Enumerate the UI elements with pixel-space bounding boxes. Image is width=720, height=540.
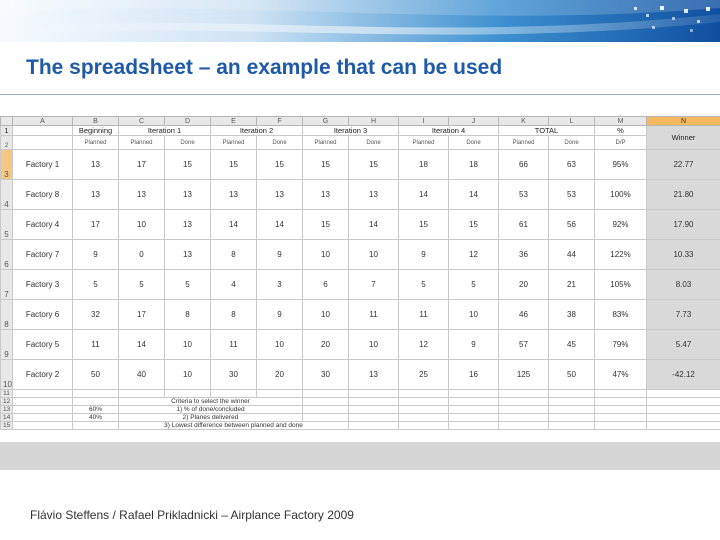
value-cell[interactable]: 17 bbox=[119, 300, 165, 330]
value-cell[interactable]: 5 bbox=[399, 270, 449, 300]
subheader-cell[interactable]: Done bbox=[257, 136, 303, 150]
value-cell[interactable]: 10 bbox=[165, 360, 211, 390]
value-cell[interactable]: 10 bbox=[165, 330, 211, 360]
value-cell[interactable]: 15 bbox=[257, 150, 303, 180]
value-cell[interactable]: 53 bbox=[499, 180, 549, 210]
cell[interactable] bbox=[399, 406, 449, 414]
header-banner bbox=[0, 0, 720, 42]
cell[interactable] bbox=[349, 390, 399, 398]
winner-score[interactable]: 21.80 bbox=[647, 180, 720, 210]
header-winner[interactable]: Winner bbox=[647, 126, 720, 150]
value-cell[interactable]: 30 bbox=[303, 360, 349, 390]
cell[interactable] bbox=[499, 414, 549, 422]
cell[interactable] bbox=[647, 398, 720, 406]
winner-score[interactable]: 8.03 bbox=[647, 270, 720, 300]
cell[interactable] bbox=[349, 414, 399, 422]
value-cell[interactable]: 9 bbox=[73, 240, 119, 270]
subheader-cell[interactable]: Done bbox=[449, 136, 499, 150]
value-cell[interactable]: 9 bbox=[449, 330, 499, 360]
value-cell[interactable]: 11 bbox=[211, 330, 257, 360]
row-header[interactable]: 13 bbox=[1, 406, 13, 414]
value-cell[interactable]: 45 bbox=[549, 330, 595, 360]
value-cell[interactable]: 10 bbox=[257, 330, 303, 360]
row-header[interactable]: 10 bbox=[1, 360, 13, 390]
subheader-cell[interactable]: Planned bbox=[73, 136, 119, 150]
winner-score[interactable]: 5.47 bbox=[647, 330, 720, 360]
factory-name[interactable]: Factory 6 bbox=[13, 300, 73, 330]
value-cell[interactable]: 50 bbox=[73, 360, 119, 390]
criteria-item[interactable]: 3) Lowest difference between planned and done bbox=[119, 422, 349, 430]
factory-name[interactable]: Factory 8 bbox=[13, 180, 73, 210]
value-cell[interactable]: 13 bbox=[257, 180, 303, 210]
header-percent[interactable]: % bbox=[595, 126, 647, 136]
header-iteration-2[interactable]: Iteration 2 bbox=[211, 126, 303, 136]
row-header[interactable]: 8 bbox=[1, 300, 13, 330]
value-cell[interactable]: 13 bbox=[303, 180, 349, 210]
cell[interactable] bbox=[449, 406, 499, 414]
value-cell[interactable]: 8 bbox=[165, 300, 211, 330]
value-cell[interactable]: 6 bbox=[303, 270, 349, 300]
value-cell[interactable]: 40 bbox=[119, 360, 165, 390]
spreadsheet-grid bbox=[0, 116, 720, 430]
value-cell[interactable]: 10 bbox=[449, 300, 499, 330]
value-cell[interactable]: 5 bbox=[119, 270, 165, 300]
value-cell[interactable]: 10 bbox=[303, 240, 349, 270]
header-iteration-1[interactable]: Iteration 1 bbox=[119, 126, 211, 136]
value-cell[interactable]: 14 bbox=[349, 210, 399, 240]
column-header[interactable]: J bbox=[449, 117, 499, 126]
cell[interactable] bbox=[449, 422, 499, 430]
value-cell[interactable]: 13 bbox=[349, 360, 399, 390]
row-header[interactable]: 7 bbox=[1, 270, 13, 300]
winner-score[interactable]: 7.73 bbox=[647, 300, 720, 330]
percent-cell[interactable]: 95% bbox=[595, 150, 647, 180]
cell[interactable] bbox=[13, 136, 73, 150]
value-cell[interactable]: 12 bbox=[399, 330, 449, 360]
header-iteration-3[interactable]: Iteration 3 bbox=[303, 126, 399, 136]
value-cell[interactable]: 56 bbox=[549, 210, 595, 240]
cell[interactable] bbox=[647, 390, 720, 398]
value-cell[interactable]: 12 bbox=[449, 240, 499, 270]
value-cell[interactable]: 14 bbox=[399, 180, 449, 210]
column-header[interactable]: G bbox=[303, 117, 349, 126]
factory-row bbox=[1, 300, 720, 330]
value-cell[interactable]: 18 bbox=[399, 150, 449, 180]
criteria-item[interactable]: 2) Planes delivered bbox=[119, 414, 303, 422]
subheader-cell[interactable]: Planned bbox=[119, 136, 165, 150]
value-cell[interactable]: 53 bbox=[549, 180, 595, 210]
cell[interactable] bbox=[13, 126, 73, 136]
criteria-item[interactable]: 1) % of done/concluded bbox=[119, 406, 303, 414]
cell[interactable] bbox=[303, 406, 349, 414]
value-cell[interactable]: 15 bbox=[399, 210, 449, 240]
cell[interactable] bbox=[499, 398, 549, 406]
criteria-weight[interactable] bbox=[73, 422, 119, 430]
value-cell[interactable]: 46 bbox=[499, 300, 549, 330]
value-cell[interactable]: 17 bbox=[119, 150, 165, 180]
winner-score[interactable]: 17.90 bbox=[647, 210, 720, 240]
value-cell[interactable]: 3 bbox=[257, 270, 303, 300]
column-header[interactable]: M bbox=[595, 117, 647, 126]
value-cell[interactable]: 13 bbox=[73, 150, 119, 180]
cell[interactable] bbox=[449, 398, 499, 406]
value-cell[interactable]: 13 bbox=[165, 180, 211, 210]
factory-name[interactable]: Factory 7 bbox=[13, 240, 73, 270]
row-header[interactable]: 14 bbox=[1, 414, 13, 422]
percent-cell[interactable]: 122% bbox=[595, 240, 647, 270]
factory-name[interactable]: Factory 2 bbox=[13, 360, 73, 390]
column-header[interactable]: D bbox=[165, 117, 211, 126]
cell[interactable] bbox=[449, 390, 499, 398]
winner-score[interactable]: 10.33 bbox=[647, 240, 720, 270]
value-cell[interactable]: 13 bbox=[211, 180, 257, 210]
criteria-weight[interactable]: 40% bbox=[73, 414, 119, 422]
value-cell[interactable]: 15 bbox=[449, 210, 499, 240]
value-cell[interactable]: 125 bbox=[499, 360, 549, 390]
value-cell[interactable]: 14 bbox=[449, 180, 499, 210]
value-cell[interactable]: 15 bbox=[303, 150, 349, 180]
cell[interactable] bbox=[73, 398, 119, 406]
percent-cell[interactable]: 83% bbox=[595, 300, 647, 330]
value-cell[interactable]: 10 bbox=[349, 240, 399, 270]
factory-row bbox=[1, 270, 720, 300]
criteria-title[interactable]: Criteria to select the winner bbox=[119, 398, 303, 406]
value-cell[interactable]: 44 bbox=[549, 240, 595, 270]
factory-row bbox=[1, 210, 720, 240]
cell[interactable] bbox=[349, 398, 399, 406]
value-cell[interactable]: 15 bbox=[165, 150, 211, 180]
cell[interactable] bbox=[595, 398, 647, 406]
value-cell[interactable]: 38 bbox=[549, 300, 595, 330]
cell[interactable] bbox=[13, 422, 73, 430]
value-cell[interactable]: 11 bbox=[73, 330, 119, 360]
row-header[interactable]: 6 bbox=[1, 240, 13, 270]
header-iteration-4[interactable]: Iteration 4 bbox=[399, 126, 499, 136]
value-cell[interactable]: 20 bbox=[499, 270, 549, 300]
cell[interactable] bbox=[549, 398, 595, 406]
slide-title: The spreadsheet – an example that can be used bbox=[26, 56, 503, 79]
value-cell[interactable]: 0 bbox=[119, 240, 165, 270]
cell[interactable] bbox=[303, 398, 349, 406]
cell[interactable] bbox=[13, 390, 73, 398]
value-cell[interactable]: 10 bbox=[119, 210, 165, 240]
value-cell[interactable]: 14 bbox=[119, 330, 165, 360]
cell[interactable] bbox=[399, 390, 449, 398]
header-total[interactable]: TOTAL bbox=[499, 126, 595, 136]
value-cell[interactable]: 5 bbox=[165, 270, 211, 300]
value-cell[interactable]: 18 bbox=[449, 150, 499, 180]
factory-name[interactable]: Factory 4 bbox=[13, 210, 73, 240]
column-header[interactable]: L bbox=[549, 117, 595, 126]
cell[interactable] bbox=[647, 422, 720, 430]
sheet-empty-area bbox=[0, 442, 720, 470]
column-header-selected[interactable]: N bbox=[647, 117, 720, 126]
value-cell[interactable]: 36 bbox=[499, 240, 549, 270]
value-cell[interactable]: 8 bbox=[211, 240, 257, 270]
value-cell[interactable]: 10 bbox=[349, 330, 399, 360]
cell[interactable] bbox=[647, 406, 720, 414]
cell[interactable] bbox=[13, 406, 73, 414]
subheader-cell[interactable]: Planned bbox=[499, 136, 549, 150]
value-cell[interactable]: 11 bbox=[399, 300, 449, 330]
value-cell[interactable]: 4 bbox=[211, 270, 257, 300]
value-cell[interactable]: 13 bbox=[73, 180, 119, 210]
value-cell[interactable]: 25 bbox=[399, 360, 449, 390]
column-header[interactable]: A bbox=[13, 117, 73, 126]
cell[interactable] bbox=[13, 414, 73, 422]
cell[interactable] bbox=[211, 390, 257, 398]
factory-row bbox=[1, 240, 720, 270]
percent-cell[interactable]: 92% bbox=[595, 210, 647, 240]
factory-name[interactable]: Factory 1 bbox=[13, 150, 73, 180]
value-cell[interactable]: 5 bbox=[449, 270, 499, 300]
cell[interactable] bbox=[13, 398, 73, 406]
subheader-cell[interactable]: Planned bbox=[211, 136, 257, 150]
percent-cell[interactable]: 79% bbox=[595, 330, 647, 360]
value-cell[interactable]: 20 bbox=[303, 330, 349, 360]
value-cell[interactable]: 63 bbox=[549, 150, 595, 180]
value-cell[interactable]: 21 bbox=[549, 270, 595, 300]
column-header[interactable]: C bbox=[119, 117, 165, 126]
cell[interactable] bbox=[449, 414, 499, 422]
row-header[interactable]: 3 bbox=[1, 150, 13, 180]
row-header[interactable]: 1 bbox=[1, 126, 13, 136]
row-header[interactable]: 4 bbox=[1, 180, 13, 210]
cell[interactable] bbox=[499, 422, 549, 430]
value-cell[interactable]: 15 bbox=[211, 150, 257, 180]
winner-score[interactable]: 22.77 bbox=[647, 150, 720, 180]
cell[interactable] bbox=[399, 422, 449, 430]
column-header[interactable]: B bbox=[73, 117, 119, 126]
value-cell[interactable]: 10 bbox=[303, 300, 349, 330]
column-header[interactable]: H bbox=[349, 117, 399, 126]
cell[interactable] bbox=[499, 390, 549, 398]
factory-row bbox=[1, 180, 720, 210]
value-cell[interactable]: 66 bbox=[499, 150, 549, 180]
value-cell[interactable]: 15 bbox=[349, 150, 399, 180]
cell[interactable] bbox=[349, 422, 399, 430]
cell[interactable] bbox=[119, 390, 165, 398]
cell[interactable] bbox=[399, 398, 449, 406]
value-cell[interactable]: 13 bbox=[119, 180, 165, 210]
cell[interactable] bbox=[549, 390, 595, 398]
row-header[interactable]: 5 bbox=[1, 210, 13, 240]
corner-cell[interactable] bbox=[1, 117, 13, 126]
cell[interactable] bbox=[549, 422, 595, 430]
column-header[interactable]: K bbox=[499, 117, 549, 126]
value-cell[interactable]: 7 bbox=[349, 270, 399, 300]
cell[interactable] bbox=[257, 390, 303, 398]
row-header[interactable]: 15 bbox=[1, 422, 13, 430]
spreadsheet bbox=[0, 116, 720, 442]
winner-score[interactable]: -42.12 bbox=[647, 360, 720, 390]
cell[interactable] bbox=[73, 390, 119, 398]
subheader-cell[interactable]: D/P bbox=[595, 136, 647, 150]
factory-name[interactable]: Factory 5 bbox=[13, 330, 73, 360]
value-cell[interactable]: 11 bbox=[349, 300, 399, 330]
cell[interactable] bbox=[349, 406, 399, 414]
criteria-weight[interactable]: 60% bbox=[73, 406, 119, 414]
value-cell[interactable]: 15 bbox=[303, 210, 349, 240]
row-header[interactable]: 11 bbox=[1, 390, 13, 398]
value-cell[interactable]: 13 bbox=[349, 180, 399, 210]
cell[interactable] bbox=[595, 406, 647, 414]
cell[interactable] bbox=[595, 390, 647, 398]
value-cell[interactable]: 61 bbox=[499, 210, 549, 240]
cell[interactable] bbox=[647, 414, 720, 422]
subheader-cell[interactable]: Done bbox=[165, 136, 211, 150]
column-header[interactable]: I bbox=[399, 117, 449, 126]
value-cell[interactable]: 9 bbox=[399, 240, 449, 270]
slide-footer: Flávio Steffens / Rafael Prikladnicki – Airplance Factory 2009 bbox=[30, 508, 354, 522]
value-cell[interactable]: 9 bbox=[257, 300, 303, 330]
factory-row bbox=[1, 330, 720, 360]
subheader-cell[interactable]: Done bbox=[549, 136, 595, 150]
column-header[interactable]: F bbox=[257, 117, 303, 126]
value-cell[interactable]: 14 bbox=[257, 210, 303, 240]
cell[interactable] bbox=[549, 406, 595, 414]
percent-cell[interactable]: 100% bbox=[595, 180, 647, 210]
cell[interactable] bbox=[165, 390, 211, 398]
value-cell[interactable]: 57 bbox=[499, 330, 549, 360]
factory-row bbox=[1, 150, 720, 180]
factory-row bbox=[1, 360, 720, 390]
cell[interactable] bbox=[549, 414, 595, 422]
value-cell[interactable]: 13 bbox=[165, 240, 211, 270]
value-cell[interactable]: 9 bbox=[257, 240, 303, 270]
value-cell[interactable]: 17 bbox=[73, 210, 119, 240]
cell[interactable] bbox=[399, 414, 449, 422]
percent-cell[interactable]: 105% bbox=[595, 270, 647, 300]
value-cell[interactable]: 8 bbox=[211, 300, 257, 330]
column-header[interactable]: E bbox=[211, 117, 257, 126]
row-header[interactable]: 2 bbox=[1, 136, 13, 150]
value-cell[interactable]: 16 bbox=[449, 360, 499, 390]
factory-name[interactable]: Factory 3 bbox=[13, 270, 73, 300]
value-cell[interactable]: 32 bbox=[73, 300, 119, 330]
title-divider bbox=[0, 94, 720, 95]
value-cell[interactable]: 14 bbox=[211, 210, 257, 240]
subheader-cell[interactable]: Planned bbox=[399, 136, 449, 150]
cell[interactable] bbox=[595, 414, 647, 422]
row-header[interactable]: 12 bbox=[1, 398, 13, 406]
cell[interactable] bbox=[499, 406, 549, 414]
value-cell[interactable]: 13 bbox=[165, 210, 211, 240]
value-cell[interactable]: 50 bbox=[549, 360, 595, 390]
value-cell[interactable]: 5 bbox=[73, 270, 119, 300]
cell[interactable] bbox=[595, 422, 647, 430]
percent-cell[interactable]: 47% bbox=[595, 360, 647, 390]
cell[interactable] bbox=[303, 414, 349, 422]
row-header[interactable]: 9 bbox=[1, 330, 13, 360]
subheader-cell[interactable]: Planned bbox=[303, 136, 349, 150]
value-cell[interactable]: 30 bbox=[211, 360, 257, 390]
cell[interactable] bbox=[303, 390, 349, 398]
factory-rows bbox=[1, 150, 720, 390]
value-cell[interactable]: 20 bbox=[257, 360, 303, 390]
subheader-cell[interactable]: Done bbox=[349, 136, 399, 150]
header-beginning[interactable]: Beginning bbox=[73, 126, 119, 136]
